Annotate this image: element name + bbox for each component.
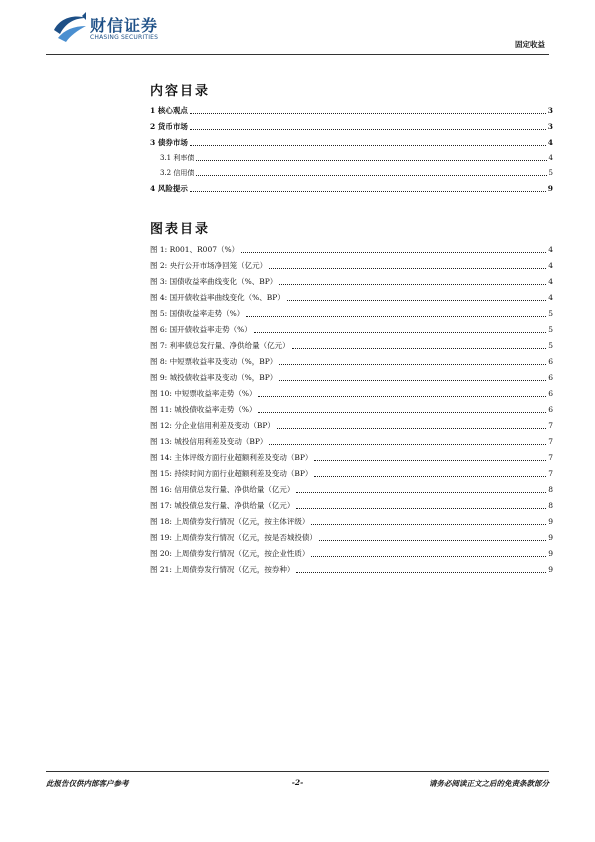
toc-entry[interactable] — [150, 182, 553, 194]
toc-entry[interactable] — [150, 120, 553, 132]
figure-entry[interactable] — [150, 339, 553, 351]
toc-entry[interactable] — [150, 136, 553, 148]
toc-entry-page: 9 — [547, 184, 553, 193]
figure-entry-label: 图 15: 持续时间方面行业超额利差及变动（BP） — [150, 469, 313, 478]
figure-entry-page: 8 — [548, 485, 553, 494]
figure-entry-page: 7 — [548, 421, 553, 430]
toc-leader-dots — [314, 460, 546, 461]
toc-leader-dots — [269, 444, 546, 445]
toc-leader-dots — [311, 556, 546, 557]
figure-entry[interactable] — [150, 387, 553, 399]
figure-entry-label: 图 19: 上周债券发行情况（亿元，按是否城投债） — [150, 533, 317, 542]
figure-entry-label: 图 13: 城投信用利差及变动（BP） — [150, 437, 268, 446]
figure-entry-page: 4 — [548, 245, 553, 254]
figure-entry-label: 图 10: 中短票收益率走势（%） — [150, 389, 257, 398]
figure-entry-label: 图 7: 利率债总发行量、净供给量（亿元） — [150, 341, 290, 350]
figure-entry-page: 9 — [548, 549, 553, 558]
toc-entry-page: 3 — [547, 106, 553, 115]
figure-entry-label: 图 4: 国开债收益率曲线变化（%、BP） — [150, 293, 285, 302]
figure-entry-label: 图 20: 上周债券发行情况（亿元，按企业性质） — [150, 549, 310, 558]
figure-entry-page: 9 — [548, 517, 553, 526]
footer-disclaimer: 此报告仅供内部客户参考 — [46, 779, 129, 788]
toc-subentry[interactable] — [160, 151, 553, 163]
figure-entry-page: 6 — [548, 405, 553, 414]
toc-leader-dots — [279, 364, 546, 365]
figure-entry-page: 7 — [548, 469, 553, 478]
toc-leader-dots — [279, 380, 546, 381]
figure-entry-page: 5 — [548, 309, 553, 318]
toc-leader-dots — [190, 145, 546, 146]
figure-entry-label: 图 16: 信用债总发行量、净供给量（亿元） — [150, 485, 295, 494]
figure-entry[interactable] — [150, 515, 553, 527]
figure-entry[interactable] — [150, 307, 553, 319]
figure-entry-label: 图 1: R001、R007（%） — [150, 245, 240, 254]
toc-entry-page: 4 — [547, 138, 553, 147]
toc-leader-dots — [292, 348, 547, 349]
logo-chinese-name: 财信证券 — [90, 16, 159, 35]
toc-leader-dots — [196, 175, 546, 176]
figure-entry[interactable] — [150, 451, 553, 463]
toc-title: 内容目录 — [150, 84, 211, 99]
footer-notice: 请务必阅读正文之后的免责条款部分 — [429, 779, 549, 788]
figure-entry-page: 6 — [548, 357, 553, 366]
figure-entry-label: 图 18: 上周债券发行情况（亿元，按主体评级） — [150, 517, 310, 526]
toc-leader-dots — [296, 572, 546, 573]
figure-entry-page: 9 — [548, 533, 553, 542]
toc-leader-dots — [296, 492, 546, 493]
figure-entry[interactable] — [150, 499, 553, 511]
figure-entry-page: 5 — [548, 341, 553, 350]
figure-entry-page: 4 — [548, 293, 553, 302]
figure-entry-page: 9 — [548, 565, 553, 574]
figure-entry[interactable] — [150, 323, 553, 335]
figure-entry-label: 图 6: 国开债收益率走势（%） — [150, 325, 252, 334]
figure-entry[interactable] — [150, 547, 553, 559]
toc-leader-dots — [311, 524, 546, 525]
toc-leader-dots — [296, 508, 546, 509]
toc-entry-page: 3 — [547, 122, 553, 131]
figure-entry-label: 图 5: 国债收益率走势（%） — [150, 309, 245, 318]
toc-leader-dots — [258, 396, 546, 397]
figure-entry-page: 4 — [548, 261, 553, 270]
toc-entry-page: 4 — [548, 154, 553, 162]
footer-divider — [46, 771, 549, 772]
page-number: -2- — [291, 778, 304, 787]
figure-entry-page: 7 — [548, 437, 553, 446]
figure-entry[interactable] — [150, 403, 553, 415]
figure-entry-label: 图 17: 城投债总发行量、净供给量（亿元） — [150, 501, 295, 510]
figure-entry-page: 5 — [548, 325, 553, 334]
figure-entry-label: 图 11: 城投债收益率走势（%） — [150, 405, 257, 414]
figure-entry[interactable] — [150, 483, 553, 495]
toc-entry-page: 5 — [548, 169, 553, 177]
toc-subentry[interactable] — [160, 166, 553, 178]
report-category: 固定收益 — [515, 40, 545, 49]
figure-entry-label: 图 8: 中短票收益率及变动（%，BP） — [150, 357, 278, 366]
toc-leader-dots — [196, 160, 546, 161]
figure-entry-page: 8 — [548, 501, 553, 510]
figure-entry-page: 4 — [548, 277, 553, 286]
figure-entry[interactable] — [150, 435, 553, 447]
company-logo-icon — [52, 12, 88, 44]
figure-entry-label: 图 12: 分企业信用利差及变动（BP） — [150, 421, 275, 430]
figure-entry-label: 图 3: 国债收益率曲线变化（%、BP） — [150, 277, 278, 286]
toc-leader-dots — [241, 252, 546, 253]
page-header — [46, 10, 549, 55]
figure-entry[interactable] — [150, 259, 553, 271]
toc-leader-dots — [254, 332, 547, 333]
figures-title: 图表目录 — [150, 222, 211, 237]
toc-leader-dots — [190, 113, 546, 114]
toc-entry-label: 3.1 利率债 — [160, 154, 195, 162]
figure-entry[interactable] — [150, 563, 553, 575]
figure-entry-label: 图 14: 主体评级方面行业超额利差及变动（BP） — [150, 453, 313, 462]
figure-entry-label: 图 9: 城投债收益率及变动（%，BP） — [150, 373, 278, 382]
toc-leader-dots — [246, 316, 546, 317]
toc-entry[interactable] — [150, 104, 553, 116]
toc-entry-label: 1 核心观点 — [150, 106, 188, 115]
figure-entry[interactable] — [150, 243, 553, 255]
figure-entry[interactable] — [150, 355, 553, 367]
figure-entry-page: 7 — [548, 453, 553, 462]
toc-leader-dots — [277, 428, 546, 429]
toc-entry-label: 3 债券市场 — [150, 138, 188, 147]
toc-entry-label: 3.2 信用债 — [160, 169, 195, 177]
figure-entry[interactable] — [150, 467, 553, 479]
toc-leader-dots — [190, 191, 546, 192]
figure-entry-label: 图 2: 央行公开市场净回笼（亿元） — [150, 261, 268, 270]
figure-entry[interactable] — [150, 291, 553, 303]
toc-leader-dots — [319, 540, 546, 541]
toc-leader-dots — [287, 300, 546, 301]
header-divider — [46, 54, 549, 55]
figure-entry[interactable] — [150, 419, 553, 431]
toc-leader-dots — [258, 412, 546, 413]
toc-entry-label: 2 货币市场 — [150, 122, 188, 131]
toc-entry-label: 4 风险提示 — [150, 184, 188, 193]
figure-entry-page: 6 — [548, 373, 553, 382]
figure-entry-page: 6 — [548, 389, 553, 398]
figure-entry-label: 图 21: 上周债券发行情况（亿元，按券种） — [150, 565, 295, 574]
figure-entry[interactable] — [150, 275, 553, 287]
toc-leader-dots — [279, 284, 546, 285]
toc-leader-dots — [269, 268, 546, 269]
toc-leader-dots — [190, 129, 546, 130]
logo-english-name: CHASING SECURITIES — [90, 34, 159, 41]
toc-leader-dots — [314, 476, 546, 477]
figure-entry[interactable] — [150, 531, 553, 543]
figure-entry[interactable] — [150, 371, 553, 383]
